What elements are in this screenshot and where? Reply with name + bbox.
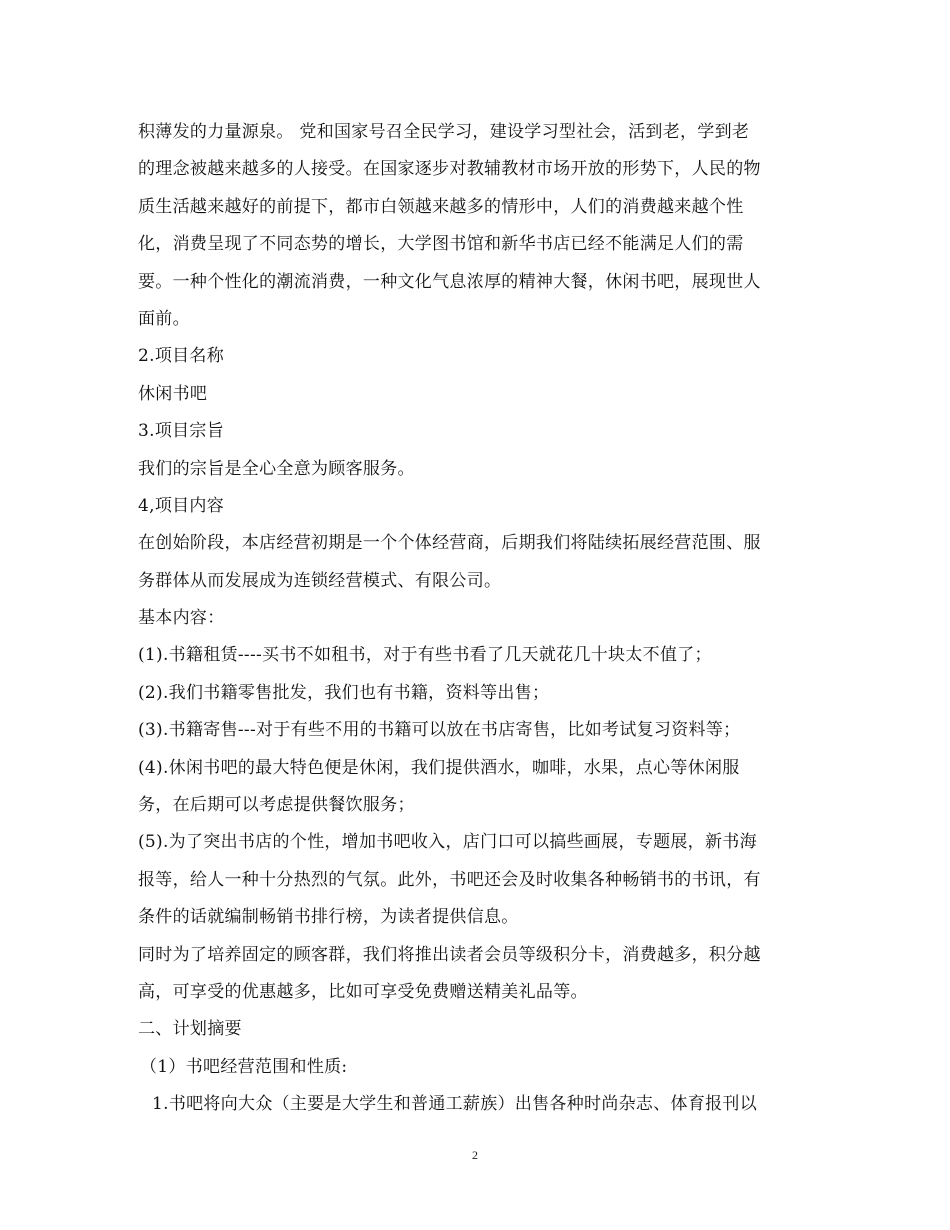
list-item-continuation: 务，在后期可以考虑提供餐饮服务； [138, 795, 415, 816]
list-item: (1).书籍租赁----买书不如租书，对于有些书看了几天就花几十块太不值了； [138, 645, 712, 666]
paragraph-line: 休闲书吧 [138, 383, 208, 404]
list-item: (2).我们书籍零售批发，我们也有书籍，资料等出售； [138, 682, 550, 703]
paragraph-line: 积薄发的力量源泉。 党和国家号召全民学习，建设学习型社会，活到老，学到老 [138, 122, 750, 142]
paragraph-line: 要。一种个性化的潮流消费，一种文化气息浓厚的精神大餐，休闲书吧，展现世人 [138, 271, 761, 292]
paragraph-line: 在创始阶段，本店经营初期是一个个体经营商，后期我们将陆续拓展经营范围、服 [138, 533, 761, 554]
paragraph-line: 化，消费呈现了不同态势的增长，大学图书馆和新华书店已经不能满足人们的需 [138, 234, 744, 255]
list-item-continuation: 条件的话就编制畅销书排行榜，为读者提供信息。 [138, 907, 519, 928]
section-heading: 二、计划摘要 [138, 1019, 242, 1040]
list-item-continuation: 报等，给人一种十分热烈的气氛。此外，书吧还会及时收集各种畅销书的书讯，有 [138, 869, 761, 890]
paragraph-line: 高，可享受的优惠越多，比如可享受免费赠送精美礼品等。 [138, 981, 588, 1002]
section-heading: 2.项目名称 [138, 346, 225, 367]
paragraph-line: 我们的宗旨是全心全意为顾客服务。 [138, 458, 415, 479]
paragraph-line: 的理念被越来越多的人接受。在国家逐步对教辅教材市场开放的形势下，人民的物 [138, 159, 761, 180]
paragraph-line: 质生活越来越好的前提下，都市白领越来越多的情形中，人们的消费越来越个性 [138, 196, 744, 217]
paragraph-line: 基本内容： [138, 608, 225, 629]
page-number: 2 [472, 1148, 478, 1162]
section-heading: 4,项目内容 [138, 495, 225, 516]
list-item: (4).休闲书吧的最大特色便是休闲，我们提供酒水，咖啡，水果，点心等休闲服 [138, 757, 740, 778]
paragraph-line: 务群体从而发展成为连锁经营模式、有限公司。 [138, 570, 502, 591]
paragraph-line: 面前。 [138, 308, 190, 329]
list-item: (3).书籍寄售---对于有些不用的书籍可以放在书店寄售，比如考试复习资料等； [138, 720, 741, 741]
paragraph-line: 同时为了培养固定的顾客群，我们将推出读者会员等级积分卡，消费越多，积分越 [138, 944, 761, 965]
list-item: (5).为了突出书店的个性，增加书吧收入，店门口可以搞些画展，专题展，新书海 [138, 832, 757, 853]
list-item: 1.书吧将向大众（主要是大学生和普通工薪族）出售各种时尚杂志、体育报刊以 [152, 1094, 758, 1115]
subsection-heading: （1）书吧经营范围和性质: [140, 1056, 348, 1077]
section-heading: 3.项目宗旨 [138, 421, 225, 442]
document-body [138, 114, 818, 1124]
